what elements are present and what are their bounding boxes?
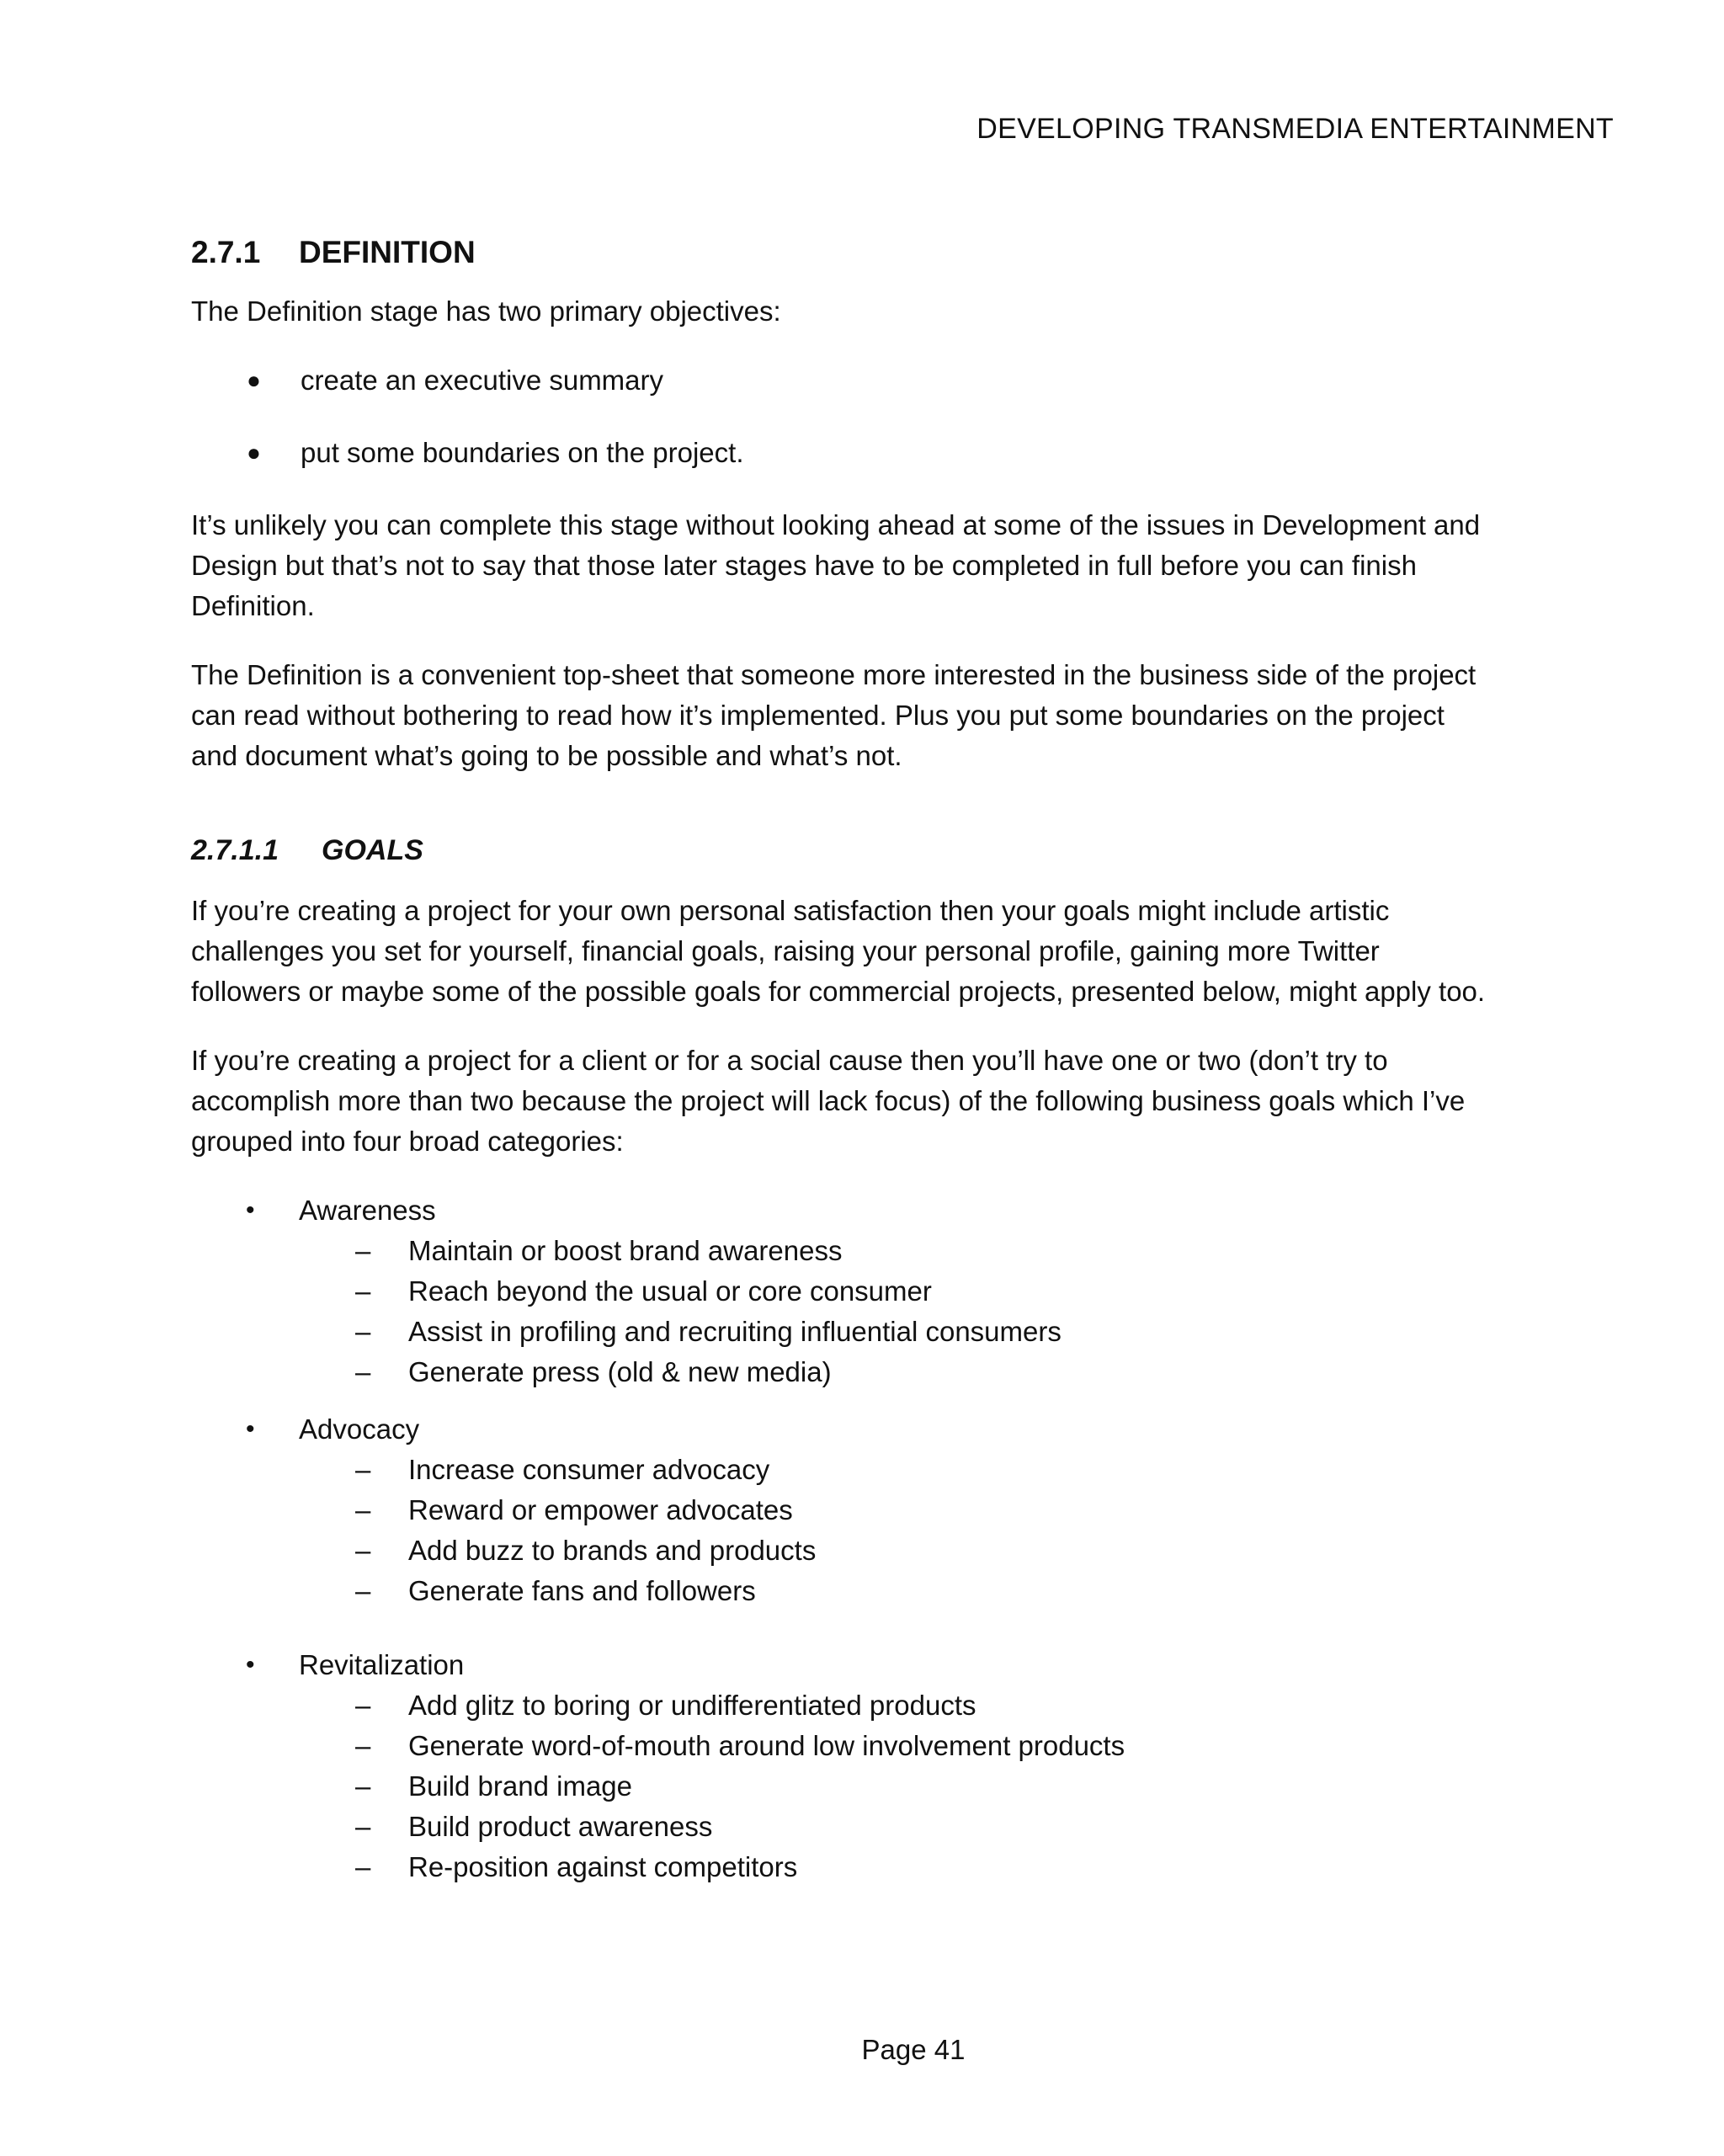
dash-icon: – [355,1851,371,1882]
goal-category-heading [191,1190,1622,1231]
list-item-text: create an executive summary [301,365,664,396]
paragraph-line: The Definition stage has two primary objectives: [191,295,781,327]
running-header: DEVELOPING TRANSMEDIA ENTERTAINMENT [976,113,1614,145]
paragraph-line: Design but that’s not to say that those later stages have to be completed in full before you can finish [191,550,1417,581]
bullet-icon: ● [247,367,261,393]
goal-category-name: Awareness [299,1195,436,1226]
dash-icon: – [355,1454,371,1485]
list-item [191,1807,1622,1847]
list-item-text: Add glitz to boring or undifferentiated products [408,1690,976,1721]
bullet-icon: ● [247,439,261,466]
goal-category-awareness [191,1190,1622,1392]
list-item [191,1726,1622,1766]
list-item [191,1352,1622,1392]
goal-items [191,1450,1622,1611]
list-item-text: Add buzz to brands and products [408,1535,817,1566]
paragraph-line: If you’re creating a project for your own personal satisfaction then your goals might include artistic [191,895,1390,926]
goal-items [191,1685,1622,1887]
list-item-text: Assist in profiling and recruiting influential consumers [408,1316,1062,1347]
list-item-text: Re-position against competitors [408,1851,798,1882]
paragraph-line: and document what’s going to be possible and what’s not. [191,740,902,771]
list-item [191,1271,1622,1312]
list-item [191,1490,1622,1530]
dash-icon: – [355,1575,371,1606]
dash-icon: – [355,1316,371,1347]
goal-category-name: Advocacy [299,1413,420,1445]
list-item-text: Reward or empower advocates [408,1494,793,1525]
bullet-icon: • [246,1415,255,1443]
list-item-text: Generate press (old & new media) [408,1356,832,1387]
subsection-heading [191,832,1622,869]
paragraph-line: can read without bothering to read how it’s implemented. Plus you put some boundaries on the project [191,700,1445,731]
section-title: DEFINITION [299,235,476,269]
body-paragraph [191,891,1622,1012]
body-paragraph [191,505,1622,626]
dash-icon: – [355,1690,371,1721]
body-paragraph [191,655,1622,776]
objectives-list [191,360,1622,473]
paragraph-line: Definition. [191,590,315,621]
page-number: Page 41 [861,2034,966,2065]
goal-category-heading [191,1645,1622,1685]
goal-category-heading [191,1409,1622,1450]
list-item-text: Build product awareness [408,1811,713,1842]
list-item [191,1571,1622,1611]
list-item-text: Generate fans and followers [408,1575,756,1606]
goal-items [191,1231,1622,1392]
list-item-text: Generate word-of-mouth around low involvement products [408,1730,1125,1761]
goal-category-advocacy [191,1409,1622,1611]
list-item [191,1450,1622,1490]
dash-icon: – [355,1730,371,1761]
list-item [191,360,1622,401]
body-paragraph [191,1041,1622,1162]
paragraph-line: challenges you set for yourself, financial goals, raising your personal profile, gaining more Twitter [191,935,1380,966]
page-content [191,232,1622,1904]
dash-icon: – [355,1275,371,1307]
dash-icon: – [355,1356,371,1387]
list-item [191,1530,1622,1571]
section-number: 2.7.1 [191,235,261,269]
bullet-icon: • [246,1196,255,1224]
list-item-text: Reach beyond the usual or core consumer [408,1275,932,1307]
list-item [191,1847,1622,1887]
list-item-text: Increase consumer advocacy [408,1454,770,1485]
list-item [191,1685,1622,1726]
list-item-text: Build brand image [408,1770,632,1802]
dash-icon: – [355,1770,371,1802]
dash-icon: – [355,1494,371,1525]
paragraph-line: It’s unlikely you can complete this stage without looking ahead at some of the issues in Development and [191,509,1481,540]
dash-icon: – [355,1535,371,1566]
paragraph-line: The Definition is a convenient top-sheet that someone more interested in the business side of the project [191,659,1477,690]
bullet-icon: • [246,1651,255,1679]
dash-icon: – [355,1811,371,1842]
paragraph-line: followers or maybe some of the possible goals for commercial projects, presented below, might apply too. [191,976,1486,1007]
list-item-text: put some boundaries on the project. [301,437,744,468]
dash-icon: – [355,1235,371,1266]
list-item [191,1312,1622,1352]
goal-category-name: Revitalization [299,1649,465,1680]
goal-categories [191,1190,1622,1887]
goal-category-revitalization [191,1645,1622,1887]
paragraph-line: grouped into four broad categories: [191,1126,624,1157]
paragraph-line: accomplish more than two because the project will lack focus) of the following business goals which I’ve [191,1085,1466,1116]
paragraph-line: If you’re creating a project for a client or for a social cause then you’ll have one or two (don’t try to [191,1045,1388,1076]
list-item-text: Maintain or boost brand awareness [408,1235,843,1266]
list-item [191,1766,1622,1807]
list-item [191,1231,1622,1271]
section-heading [191,232,1622,273]
subsection-number: 2.7.1.1 [191,834,279,866]
list-item [191,433,1622,473]
section-intro [191,291,1622,332]
subsection-title: GOALS [322,834,423,866]
